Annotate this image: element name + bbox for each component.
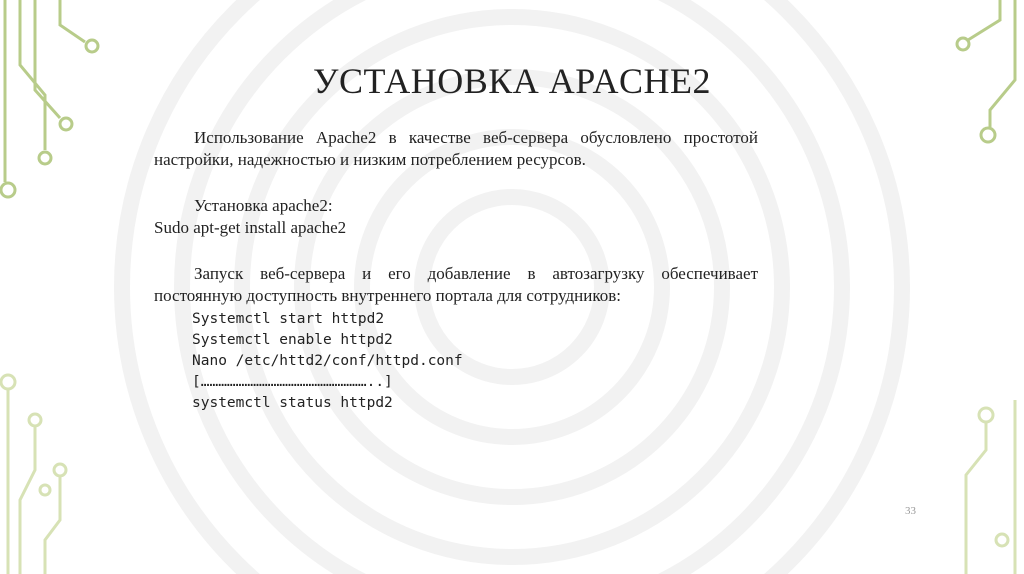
circuit-left-bottom [1,375,66,574]
startup-paragraph: Запуск веб-сервера и его добавление в автозагрузку обеспечивает постоянную доступность внутреннего портала для сотрудников: [154,264,758,305]
spacer [154,171,758,195]
install-command: Sudo apt-get install apache2 [154,218,347,237]
command-line: systemctl status httpd2 [192,395,393,411]
install-heading: Установка apache2: [194,196,333,215]
page-number: 33 [905,505,916,517]
slide-body [154,127,758,414]
slide-title: УСТАНОВКА APACHE2 [313,61,711,101]
intro-paragraph: Использование Apache2 в качестве веб-сервера обусловлено простотой настройки, надежностью и низким потреблением ресурсов. [154,128,758,169]
command-line: […………………………………………………..] [192,374,393,390]
circuit-right-bottom [966,400,1015,574]
spacer [154,239,758,263]
command-line: Nano /etc/httd2/conf/httpd.conf [192,353,463,369]
command-line: Systemctl start httpd2 [192,311,385,327]
command-list [154,309,758,414]
command-line: Systemctl enable httpd2 [192,332,393,348]
